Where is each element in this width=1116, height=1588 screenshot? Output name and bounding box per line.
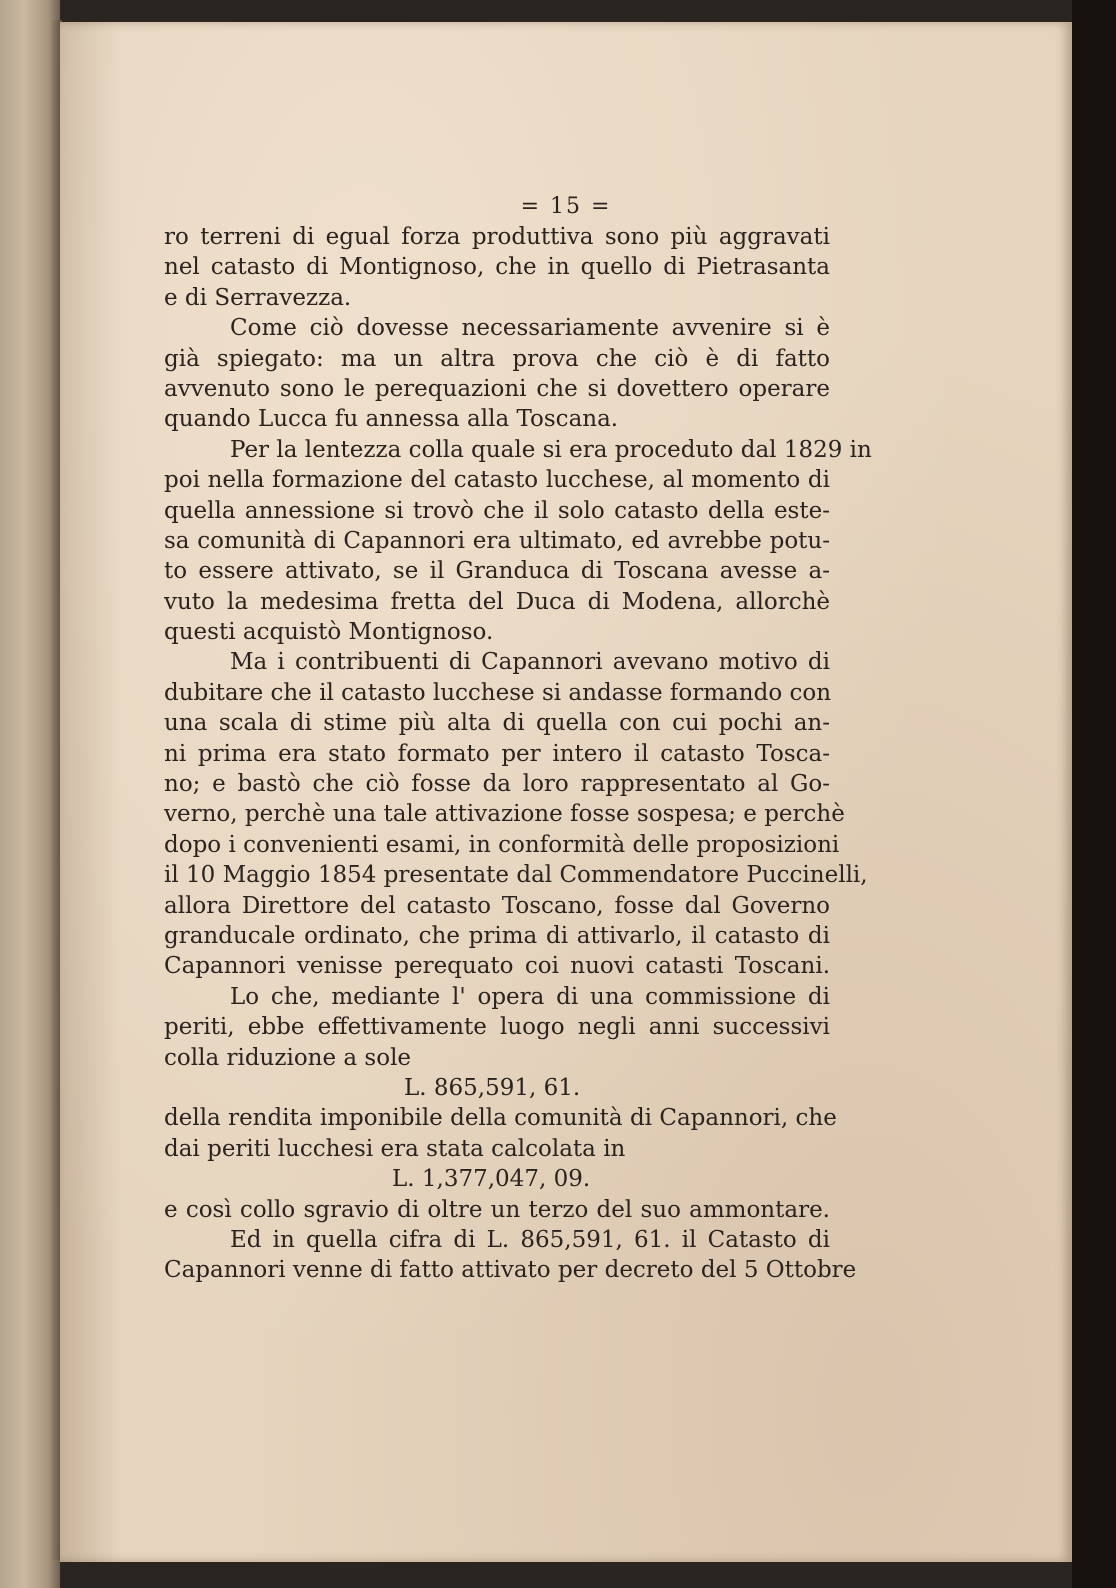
text-line: periti, ebbe effettivamente luogo negli anni successivi [164, 1014, 830, 1041]
text-line: nel catasto di Montignoso, che in quello di Pietrasanta [164, 254, 830, 281]
body-text [164, 222, 872, 1286]
text-line: il 10 Maggio 1854 presentate dal Commendatore Puccinelli, [164, 862, 868, 889]
text-line: Ma i contribuenti di Capannori avevano motivo di [230, 649, 830, 676]
text-line: Come ciò dovesse necessariamente avvenire si è [230, 315, 830, 342]
text-line: vuto la medesima fretta del Duca di Modena, allorchè [164, 588, 830, 615]
text-line: e così collo sgravio di oltre un terzo del suo ammontare. [164, 1196, 830, 1223]
text-line: una scala di stime più alta di quella con cui pochi an- [164, 710, 830, 737]
text-line: già spiegato: ma un altra prova che ciò è di fatto [164, 345, 830, 372]
text-line: quella annessione si trovò che il solo catasto della este- [164, 497, 830, 524]
text-line: Per la lentezza colla quale si era proceduto dal 1829 in [230, 436, 872, 463]
text-line: della rendita imponibile della comunità di Capannori, che [164, 1105, 837, 1132]
text-line: Ed in quella cifra di L. 865,591, 61. il Catasto di [230, 1226, 830, 1253]
text-line: granducale ordinato, che prima di attivarlo, il catasto di [164, 922, 830, 949]
text-line: dai periti lucchesi era stata calcolata in [164, 1135, 626, 1162]
text-line: Lo che, mediante l' opera di una commissione di [230, 983, 830, 1010]
text-line: e di Serravezza. [164, 284, 352, 311]
background-strip [1072, 0, 1116, 1588]
book-page [60, 22, 1072, 1562]
text-line: poi nella formazione del catasto lucchese, al momento di [164, 467, 830, 494]
page-number: = 15 = [520, 194, 612, 219]
text-line: to essere attivato, se il Granduca di Toscana avesse a- [164, 558, 830, 585]
text-line: colla riduzione a sole [164, 1044, 412, 1071]
text-line: Capannori venne di fatto attivato per decreto del 5 Ottobre [164, 1257, 857, 1284]
text-line: dubitare che il catasto lucchese si andasse formando con [164, 679, 832, 706]
text-line: avvenuto sono le perequazioni che si dovettero operare [164, 375, 830, 402]
text-line: dopo i convenienti esami, in conformità delle proposizioni [164, 831, 840, 858]
text-line: quando Lucca fu annessa alla Toscana. [164, 406, 619, 433]
text-line: verno, perchè una tale attivazione fosse sospesa; e perchè [164, 801, 845, 828]
text-line: no; e bastò che ciò fosse da loro rappresentato al Go- [164, 771, 830, 798]
left-page-edge [0, 0, 60, 1588]
amount-line: L. 865,591, 61. [404, 1074, 581, 1101]
text-line: ro terreni di egual forza produttiva sono più aggravati [164, 224, 830, 250]
text-line: sa comunità di Capannori era ultimato, ed avrebbe potu- [164, 527, 830, 554]
text-line: allora Direttore del catasto Toscano, fosse dal Governo [164, 892, 830, 919]
text-line: questi acquistò Montignoso. [164, 619, 494, 646]
text-line: Capannori venisse perequato coi nuovi catasti Toscani. [164, 953, 830, 980]
text-line: ni prima era stato formato per intero il catasto Tosca- [164, 740, 830, 767]
amount-line: L. 1,377,047, 09. [392, 1166, 591, 1193]
